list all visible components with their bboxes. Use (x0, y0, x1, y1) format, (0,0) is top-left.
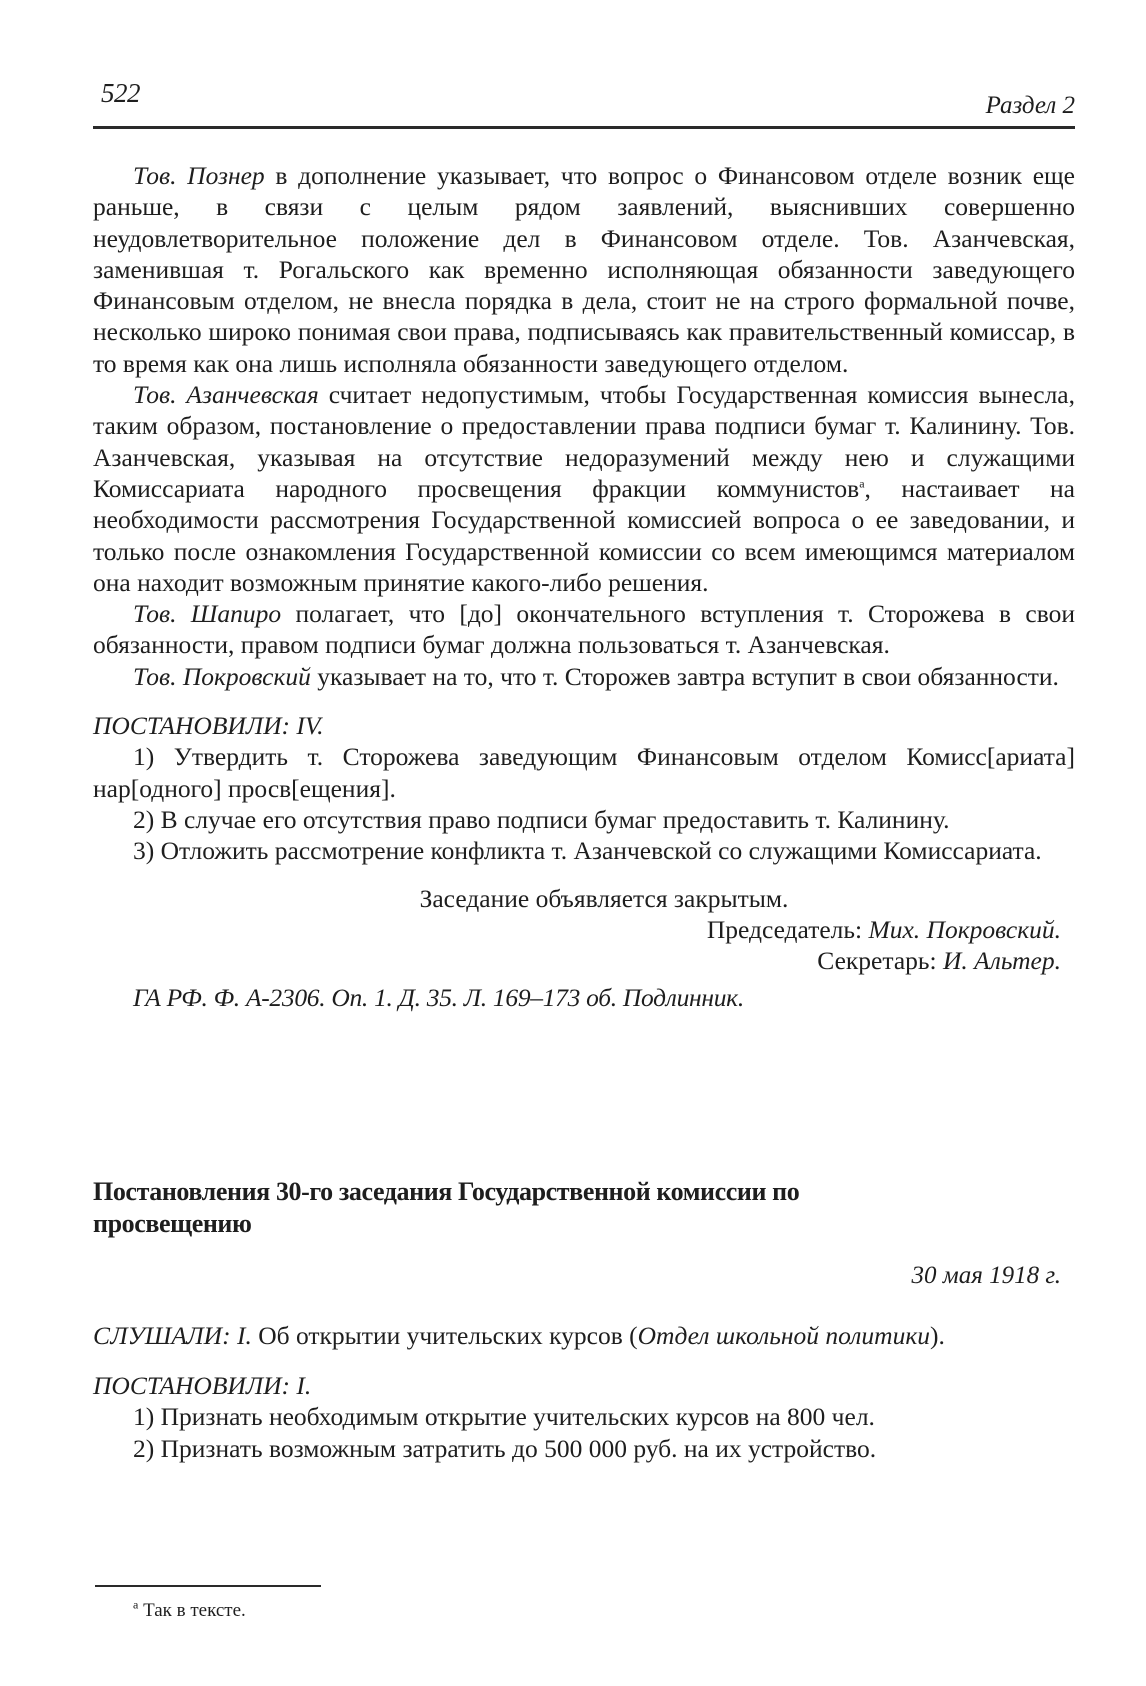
paragraph-text: полагает, что [до] окончательного вступления т. Сторожева в свои обязанности, правом подписи бумаг должна пользоваться т. Азанчевская. (93, 599, 1075, 660)
paragraph-text: , настаивает на необходимости рассмотрения Государственной комиссией вопроса о ее заведовании, и только после ознакомления Государственной комиссии со всем имеющимся материалом она находит возможным принятие какого-либо решения. (93, 473, 1075, 597)
speaker-name: Тов. Познер (133, 161, 265, 190)
footnote-reference: а (859, 476, 865, 491)
resolution-item: 3) Отложить рассмотрение конфликта т. Азанчевской со служащими Комиссариата. (133, 836, 1042, 866)
document-title: Постановления 30-го заседания Государственной комиссии по просвещению (93, 1177, 800, 1238)
resolution-item: 1) Утвердить т. Сторожева заведующим Финансовым отделом Комисс[ариата] нар[одного] просв[ещения]. (93, 742, 1075, 803)
paragraph-shapiro (93, 598, 1075, 661)
archive-reference: ГА РФ. Ф. А-2306. Оп. 1. Д. 35. Л. 169–173 об. Подлинник. (133, 983, 744, 1013)
resolution-heading: ПОСТАНОВИЛИ: IV. (93, 711, 324, 741)
paragraph-text: указывает на то, что т. Сторожев завтра вступит в свои обязанности. (310, 661, 1059, 691)
resolution-heading: ПОСТАНОВИЛИ: I. (93, 1370, 312, 1400)
paragraph-text: считает недопустимым, чтобы Государственная комиссия вынесла, таким образом, постановление о предоставлении права подписи бумаг т. Калинину. Тов. Азанчевская, указывая на отсутствие недоразумений между нею и служащими Комиссариата народного просвещения фракции коммунистов (93, 380, 1076, 503)
footnote-text: Так в тексте. (138, 1600, 246, 1621)
footnote (133, 1597, 246, 1622)
page-number: 522 (101, 78, 140, 108)
footnote-mark: а (133, 1597, 139, 1612)
resolution-item: 2) В случае его отсутствия право подписи бумаг предоставить т. Калинину. (133, 804, 950, 834)
secretary-signature (93, 945, 1075, 976)
chairman-name: Мих. Покровский. (868, 914, 1061, 944)
heard-label: СЛУШАЛИ: I. (93, 1321, 252, 1350)
heard-item (93, 1320, 1075, 1352)
paragraph-text: в дополнение указывает, что вопрос о Финансовом отделе возник еще раньше, в связи с целым рядом заявлений, выяснивших совершенно неудовлетворительное положение дел в Финансовом отделе. Тов. Азанчевская, заменившая т. Рогальского как временно исполняющая обязанности заведующего Финансовым отделом, не внесла порядка в дела, стоит не на строго формальной почве, несколько широко понимая свои права, подписываясь как правительственный комиссар, в то время как она лишь исполняла обязанности заведующего отделом. (93, 161, 1075, 378)
paragraph-pozner (93, 160, 1075, 379)
document-body (93, 1302, 1075, 1464)
secretary-name: И. Альтер. (943, 946, 1061, 976)
running-head (93, 78, 1075, 118)
header-rule (93, 126, 1075, 129)
paragraph-pokrovsky (93, 661, 1075, 692)
meeting-minutes (93, 160, 1075, 1014)
speaker-name: Тов. Шапиро (133, 599, 282, 629)
document-date: 30 мая 1918 г. (911, 1262, 1061, 1289)
chairman-signature (93, 914, 1075, 945)
closing-statement: Заседание объявляется закрытым. (419, 883, 789, 913)
secretary-label: Секретарь: (817, 946, 943, 976)
section-title: Раздел 2 (985, 92, 1075, 119)
footnote-rule (95, 1585, 321, 1587)
resolution-item: 2) Признать возможным затратить до 500 000 руб. на их устройство. (133, 1433, 877, 1463)
speaker-name: Тов. Азанчевская (133, 380, 319, 410)
paragraph-azanchevskaya (93, 379, 1075, 598)
chairman-label: Председатель: (706, 914, 869, 944)
heard-text: Об открытии учительских курсов ( (251, 1321, 638, 1350)
heard-end: ). (930, 1321, 945, 1350)
speaker-name: Тов. Покровский (133, 661, 311, 691)
resolution-item: 1) Признать необходимым открытие учительских курсов на 800 чел. (133, 1402, 875, 1431)
department-name: Отдел школьной политики (637, 1321, 931, 1350)
